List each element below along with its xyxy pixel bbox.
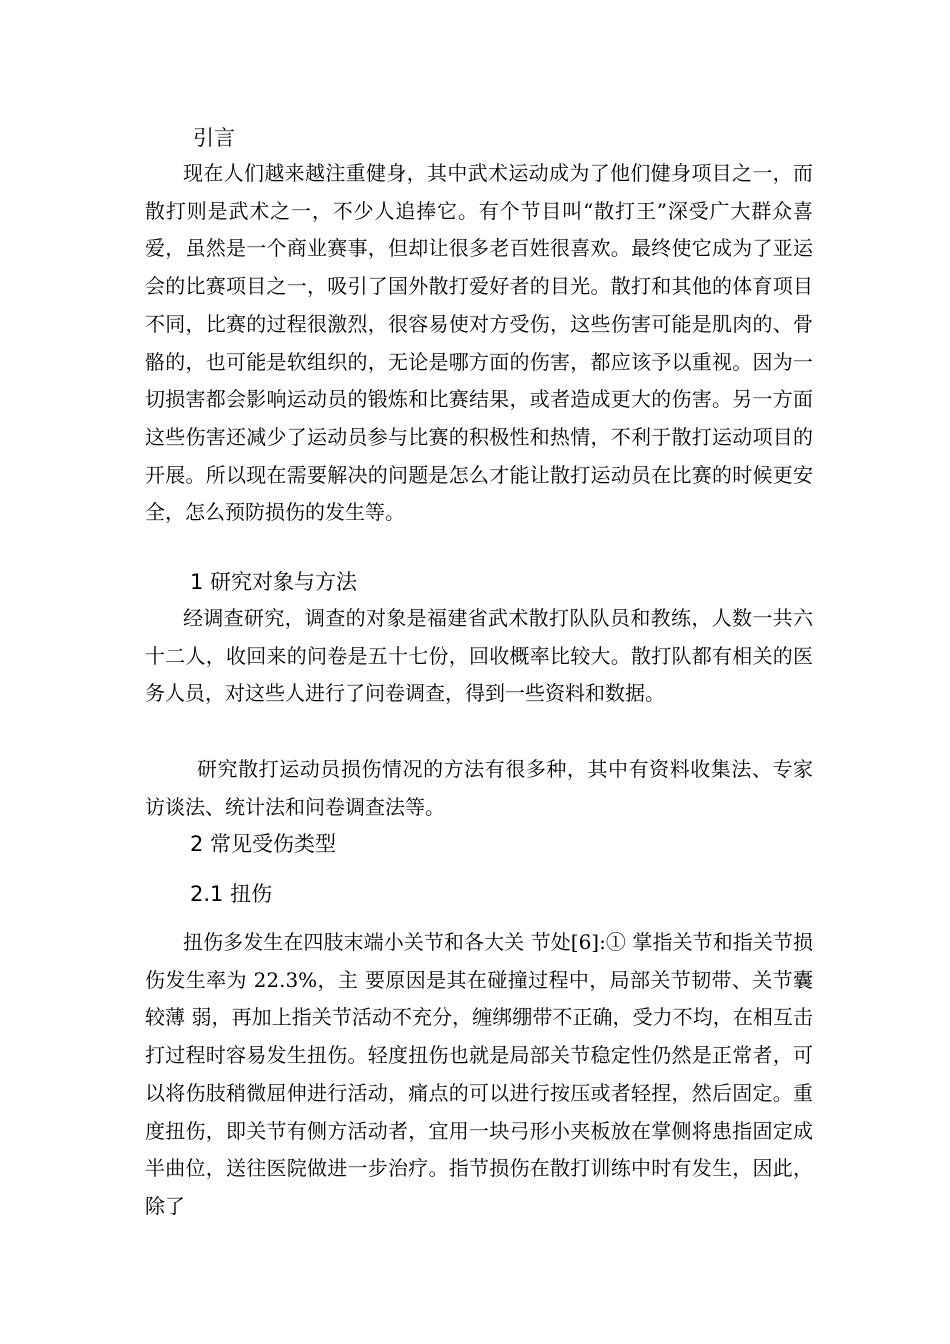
intro-heading: 引言 [193, 126, 235, 150]
section2-heading: 2 常见受伤类型 [190, 832, 337, 856]
section1-heading: 1 研究对象与方法 [190, 570, 358, 594]
intro-paragraph: 现在人们越来越注重健身，其中武术运动成为了他们健身项目之一，而散打则是武术之一，不少人追捧它。有个节目叫“散打王”深受广大群众喜爱，虽然是一个商业赛事，但却让很多老百姓很喜欢。最终使它成为了亚运会的比赛项目之一，吸引了国外散打爱好者的目光。散打和其他的体育项目不同，比赛的过程很激烈，很容易使对方受伤，这些伤害可能是肌肉的、骨骼的，也可能是软组织的，无论是哪方面的伤害，都应该予以重视。因为一切损害都会影响运动员的锻炼和比赛结果，或者造成更大的伤害。另一方面这些伤害还减少了运动员参与比赛的积极性和热情，不利于散打运动项目的开展。所以现在需要解决的问题是怎么才能让散打运动员在比赛的时候更安全，怎么预防损伤的发生等。 [145, 161, 813, 525]
section2-1-heading: 2.1 扭伤 [190, 882, 273, 906]
section1-paragraph-1: 经调查研究，调查的对象是福建省武术散打队队员和教练，人数一共六十二人，收回来的问卷是五十七份，回收概率比较大。散打队都有相关的医务人员，对这些人进行了问卷调查，得到一些资料和数据。 [145, 606, 813, 706]
section1-paragraph-2: 研究散打运动员损伤情况的方法有很多种，其中有资料收集法、专家访谈法、统计法和问卷调查法等。 [145, 757, 813, 819]
section2-1-paragraph: 扭伤多发生在四肢末端小关节和各大关 节处[6]:① 掌指关节和指关节损伤发生率为 22.3%，主 要原因是其在碰撞过程中，局部关节韧带、关节囊较薄 弱，再加上指关节活动不充分，缠绑绷带不正确，受力不均，在相互击打过程时容易发生扭伤。轻度扭伤也就是局部关节稳定性仍然是正常者，可以将伤肢稍微屈伸进行活动，痛点的可以进行按压或者轻捏，然后固定。重度扭伤，即关节有侧方活动者，宜用一块弓形小夹板放在掌侧将患指固定成半曲位，送往医院做进一步治疗。指节损伤在散打训练中时有发生，因此，除了 [145, 930, 813, 1218]
